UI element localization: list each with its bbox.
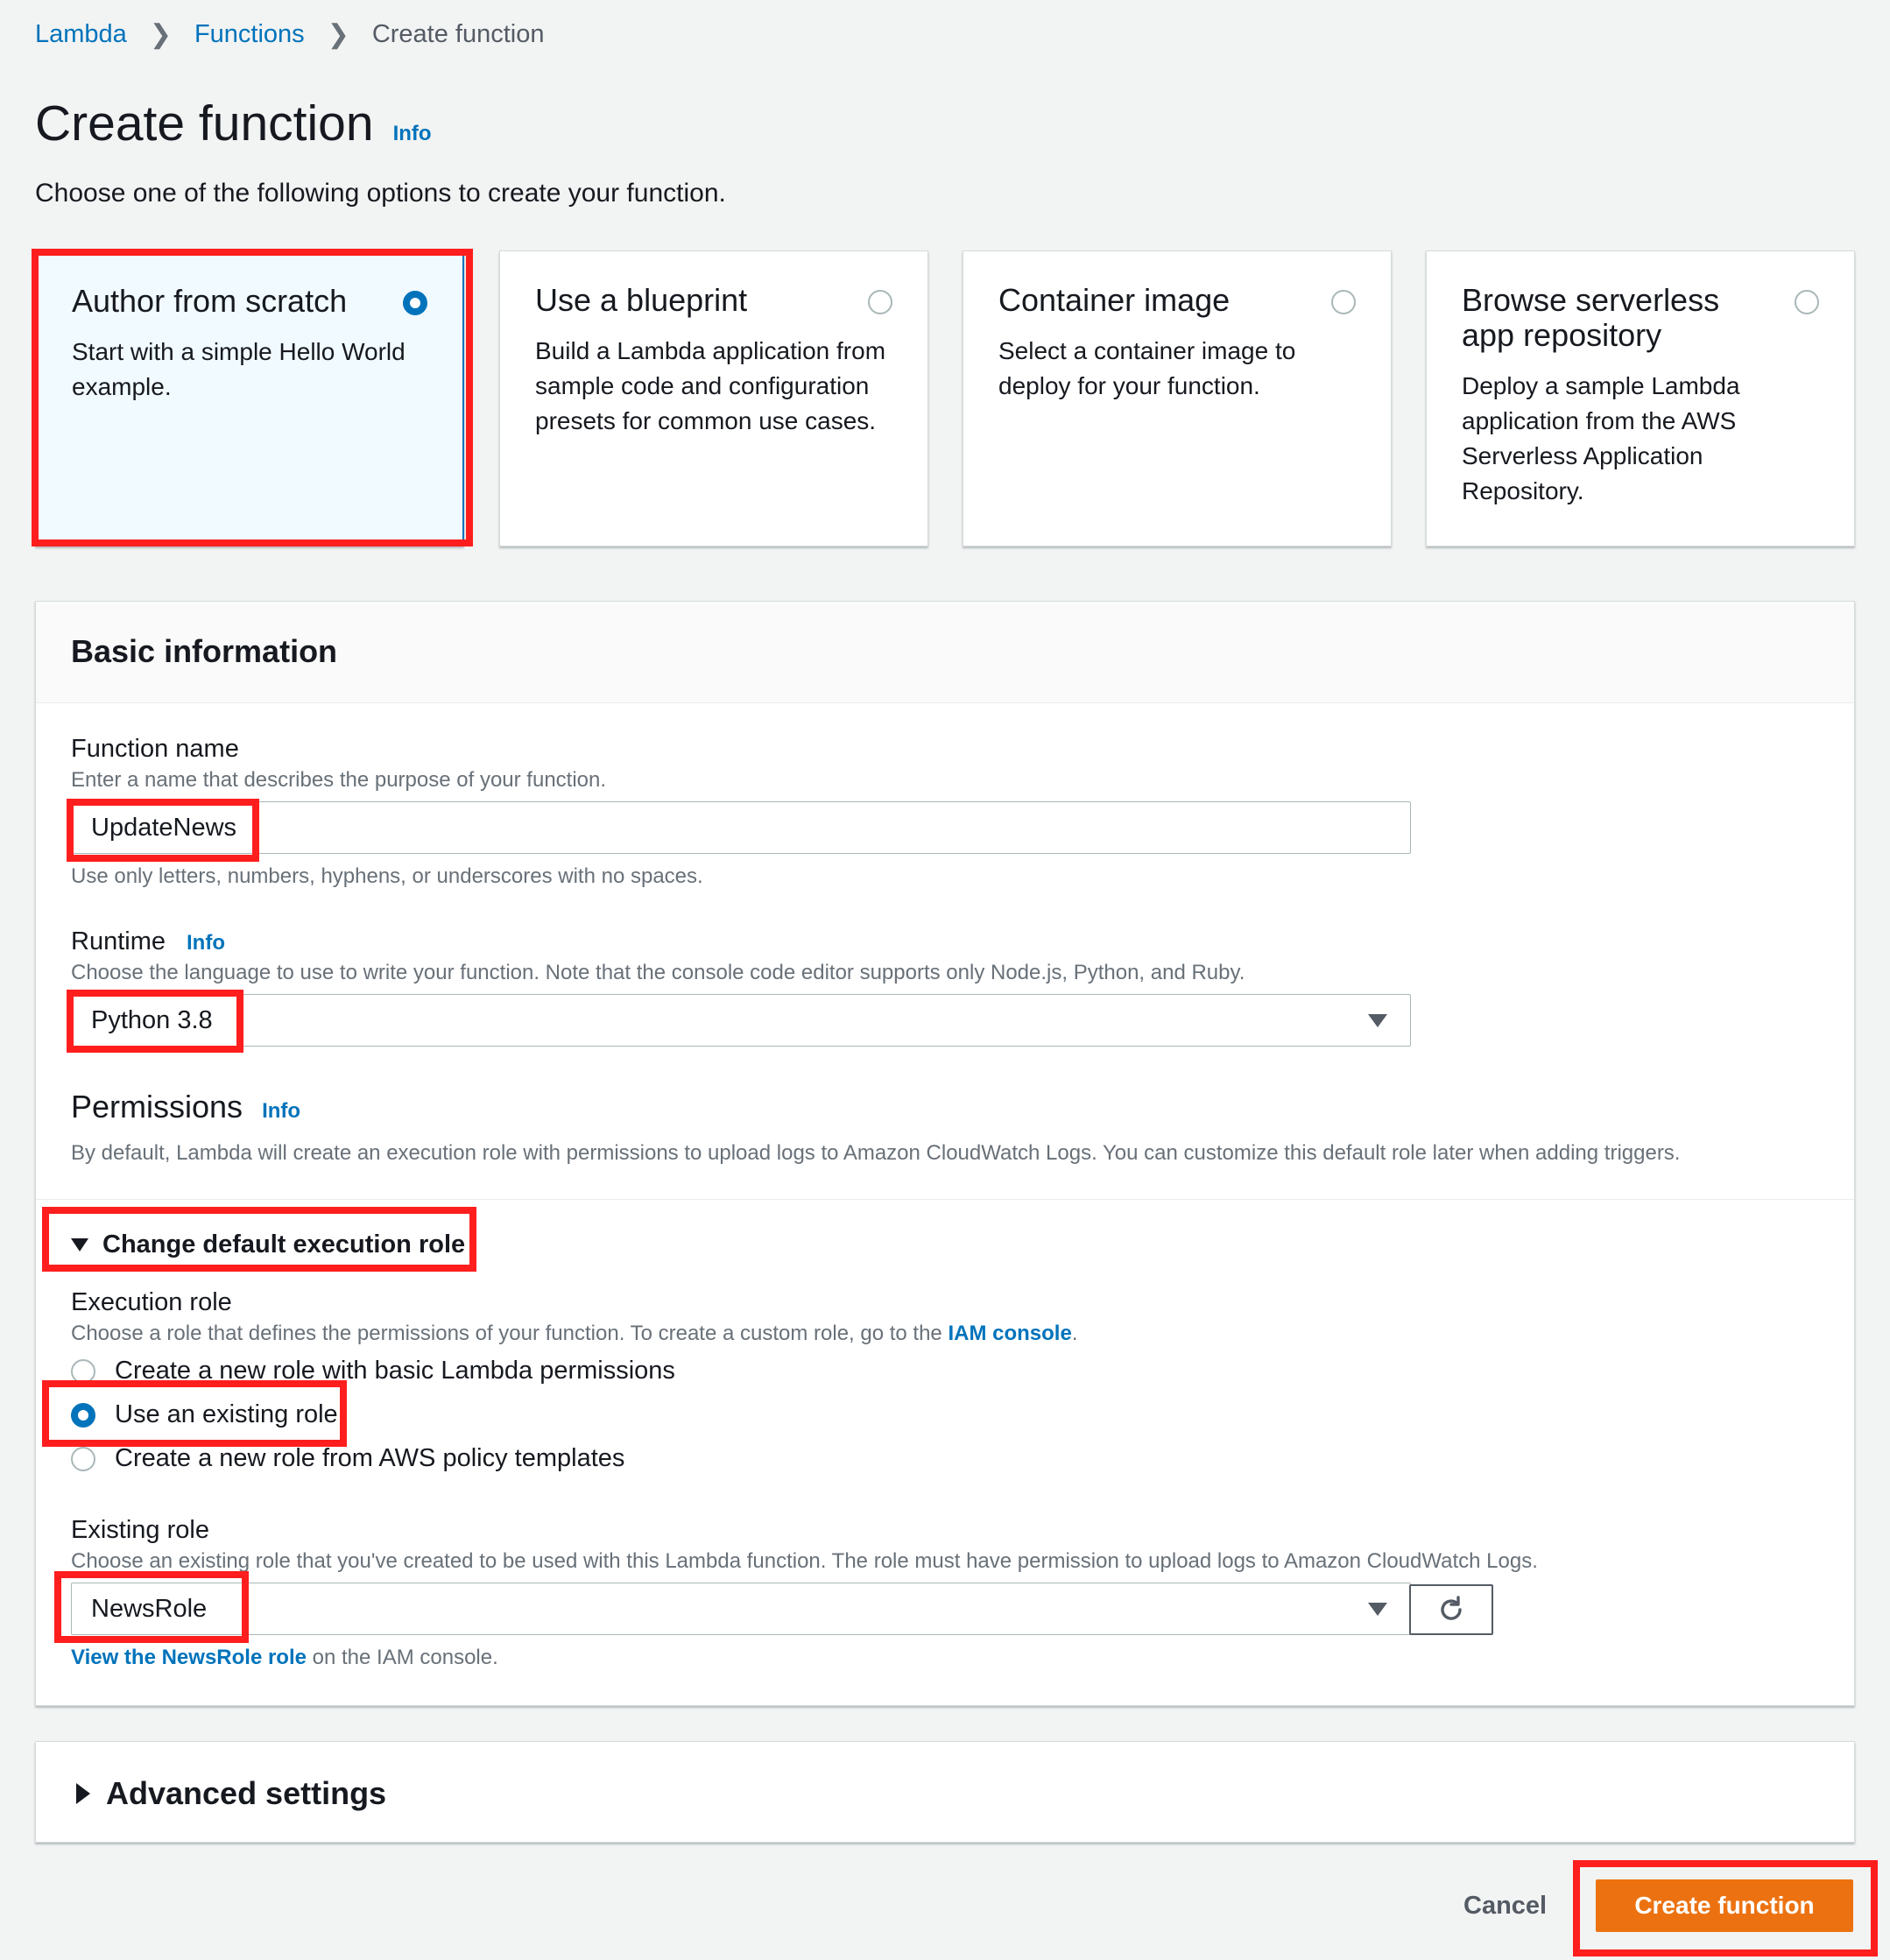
page-subtitle: Choose one of the following options to create your function. [35, 179, 726, 208]
change-role-toggle[interactable] [71, 1230, 465, 1259]
runtime-value: Python 3.8 [91, 1005, 213, 1034]
advanced-settings-toggle[interactable] [76, 1775, 386, 1812]
divider [36, 1199, 1854, 1200]
create-function-button[interactable]: Create function [1596, 1879, 1853, 1932]
execution-role-desc [71, 1322, 1077, 1346]
panel-header-title: Basic information [71, 633, 338, 669]
option-serverless-repo[interactable] [1426, 250, 1855, 546]
breadcrumb-functions[interactable]: Functions [194, 20, 305, 48]
view-role-link[interactable]: View the NewsRole role [71, 1646, 307, 1669]
cancel-button[interactable]: Cancel [1463, 1892, 1548, 1920]
role-option-templates[interactable] [71, 1444, 624, 1473]
radio-selected-icon[interactable] [403, 291, 427, 315]
option-title: Use a blueprint [535, 282, 748, 318]
existing-role-select[interactable] [71, 1583, 1411, 1635]
existing-role-label: Existing role [71, 1516, 209, 1544]
runtime-desc: Choose the language to use to write your function. Note that the console code editor supports only Node.js, Python, and Ruby. [71, 961, 1245, 984]
existing-role-value: NewsRole [91, 1594, 208, 1623]
runtime-info-link[interactable]: Info [187, 931, 225, 955]
radio-icon[interactable] [71, 1447, 95, 1471]
change-role-label: Change default execution role [102, 1230, 466, 1258]
page-title: Create function [35, 95, 374, 152]
execution-role-label: Execution role [71, 1288, 232, 1316]
existing-role-desc: Choose an existing role that you've created to be used with this Lambda function. The role must have permission to upload logs to Amazon CloudWatch Logs. [71, 1549, 1538, 1573]
option-title: Container image [998, 282, 1231, 318]
advanced-settings-label: Advanced settings [106, 1775, 387, 1811]
breadcrumb [35, 19, 545, 50]
radio-icon[interactable] [1795, 290, 1819, 314]
breadcrumb-current: Create function [371, 20, 545, 48]
radio-icon[interactable] [1331, 290, 1356, 314]
function-name-desc: Enter a name that describes the purpose of your function. [71, 768, 607, 792]
role-option-label: Use an existing role [115, 1400, 338, 1428]
panel-header [36, 602, 1854, 703]
runtime-select[interactable] [71, 994, 1411, 1047]
runtime-label-row [71, 927, 225, 956]
option-desc: Start with a simple Hello World example. [72, 338, 406, 400]
radio-selected-icon[interactable] [71, 1403, 95, 1428]
iam-console-link[interactable]: IAM console [948, 1322, 1072, 1345]
function-name-hint: Use only letters, numbers, hyphens, or underscores with no spaces. [71, 864, 703, 888]
refresh-icon [1436, 1595, 1466, 1625]
role-option-new-basic[interactable] [71, 1357, 675, 1385]
permissions-label-row [71, 1089, 300, 1125]
role-option-label: Create a new role with basic Lambda permissions [115, 1357, 675, 1385]
runtime-label: Runtime [71, 927, 166, 955]
caret-down-icon [71, 1238, 88, 1251]
option-use-blueprint[interactable] [499, 250, 928, 546]
function-name-value: UpdateNews [91, 813, 237, 842]
basic-information-panel [35, 601, 1855, 1706]
role-option-label: Create a new role from AWS policy templates [115, 1444, 625, 1472]
caret-down-icon [1368, 1014, 1387, 1027]
role-option-existing[interactable] [71, 1400, 338, 1429]
function-name-input[interactable] [71, 801, 1411, 854]
advanced-settings-panel[interactable] [35, 1741, 1855, 1843]
option-title: Author from scratch [72, 283, 348, 319]
permissions-desc: By default, Lambda will create an execution role with permissions to upload logs to Amazon CloudWatch Logs. You can customize this default role later when adding triggers. [71, 1141, 1681, 1165]
refresh-button[interactable] [1409, 1584, 1493, 1635]
option-desc: Deploy a sample Lambda application from the AWS Serverless Application Repository. [1462, 372, 1740, 504]
view-role-suffix: on the IAM console. [306, 1646, 498, 1669]
view-role-row [71, 1646, 498, 1670]
function-name-label: Function name [71, 735, 239, 763]
caret-down-icon [1368, 1603, 1387, 1616]
radio-icon[interactable] [868, 290, 892, 314]
breadcrumb-lambda[interactable]: Lambda [35, 20, 127, 48]
option-author-from-scratch[interactable] [35, 250, 464, 546]
chevron-right-icon: ❯ [327, 20, 349, 49]
chevron-right-icon: ❯ [149, 20, 172, 49]
execution-role-desc-text: Choose a role that defines the permissions of your function. To create a custom role, go to the [71, 1322, 949, 1345]
option-desc: Build a Lambda application from sample code and configuration presets for common use cases. [535, 337, 886, 434]
option-desc: Select a container image to deploy for your function. [998, 337, 1296, 399]
option-title: Browse serverless app repository [1462, 282, 1720, 353]
radio-icon[interactable] [71, 1359, 95, 1384]
execution-role-desc-suffix: . [1071, 1322, 1078, 1345]
page-title-row [35, 95, 432, 152]
option-container-image[interactable] [963, 250, 1392, 546]
caret-right-icon [76, 1783, 90, 1804]
permissions-label: Permissions [71, 1089, 243, 1125]
info-link[interactable]: Info [392, 122, 432, 145]
permissions-info-link[interactable]: Info [262, 1099, 301, 1123]
